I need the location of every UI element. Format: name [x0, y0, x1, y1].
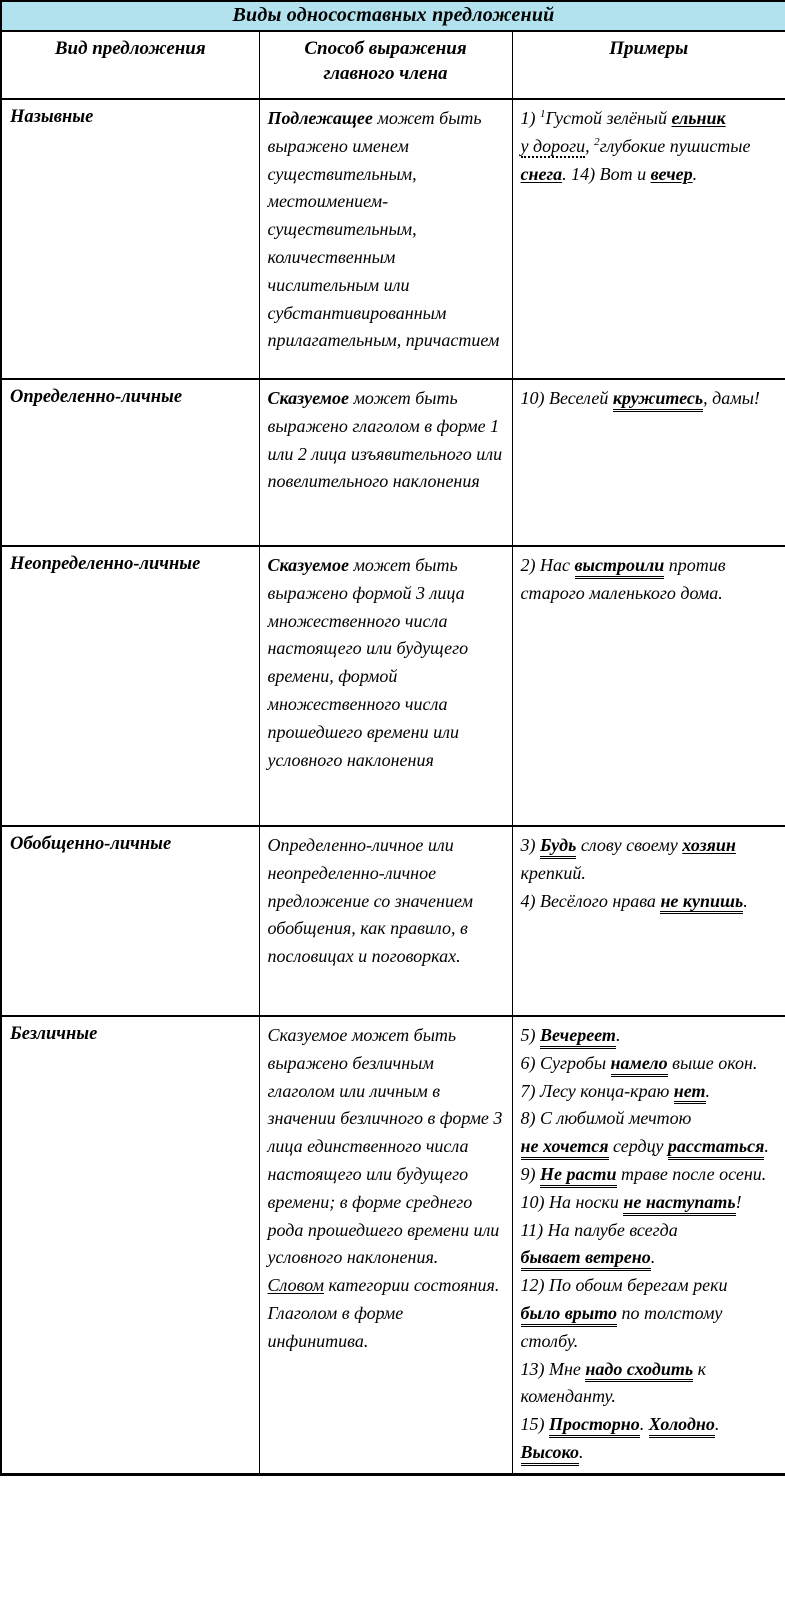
example-text: ! [735, 1191, 742, 1212]
example-superscript: 1 [540, 108, 546, 120]
example-text: . [578, 1441, 584, 1462]
example-item [521, 385, 779, 413]
example-number: 14) [571, 163, 596, 184]
example-text: . [714, 1414, 720, 1435]
predicate-underline: надо сходить [585, 1360, 693, 1383]
predicate-underline: не хочется [521, 1137, 609, 1160]
predicate-underline: Холодно [649, 1415, 715, 1438]
example-text: . [705, 1080, 711, 1101]
description-text: может быть выражено глаголом в форме 1 или 2 лица изъявительного или повелительного наклонения [267, 388, 503, 492]
example-item [521, 832, 779, 888]
example-text: Вот и [595, 163, 651, 184]
example-item [521, 1411, 779, 1467]
example-text: глубокие пушистые [599, 135, 751, 156]
expression-method-cell [259, 546, 512, 826]
expression-method-cell [259, 379, 512, 546]
table-row [1, 99, 785, 379]
description-extra-line [268, 1272, 505, 1300]
example-number: 15) [520, 1414, 545, 1435]
example-number: 4) [520, 890, 536, 911]
column-header-sentence-type [1, 31, 259, 99]
page-title: Виды односоставных предложений [232, 4, 555, 26]
example-text: . [615, 1025, 621, 1045]
example-text: С любимой мечтою [535, 1108, 692, 1129]
table-body [1, 1, 785, 1474]
example-text: Нас [535, 555, 575, 575]
example-text: траве после осени. [616, 1163, 767, 1184]
predicate-underline: выстроили [575, 556, 665, 579]
example-text: Густой зелёный [545, 108, 672, 128]
examples-cell [512, 546, 785, 826]
example-number: 6) [520, 1052, 536, 1073]
column-header-label-line1: Способ выражения [304, 38, 467, 59]
sentence-type-cell: Определенно-личные [1, 379, 259, 546]
column-header-label-line2: главного члена [323, 63, 448, 85]
example-text: против старого маленького дома. [520, 555, 726, 603]
example-number: 12) [520, 1275, 545, 1296]
table-row [1, 546, 785, 826]
example-item [521, 1078, 779, 1106]
column-header-label: Примеры [609, 38, 689, 59]
example-text: Весёлого нрава [535, 890, 661, 911]
examples-cell [512, 379, 785, 546]
table-row [1, 826, 785, 1016]
predicate-underline: Высоко [521, 1443, 579, 1466]
example-text: слову своему [576, 835, 683, 855]
modifier-underline: у дороги [520, 135, 586, 156]
table-title-row [1, 1, 785, 31]
example-item [521, 1105, 779, 1161]
term-underline: Словом [267, 1275, 324, 1296]
example-item [521, 1050, 779, 1078]
example-item [521, 1189, 779, 1217]
predicate-underline: Просторно [549, 1415, 640, 1438]
sentence-type-cell: Безличные [1, 1016, 259, 1474]
description-text: может быть выражено именем существительным, местоимением-существительным, количественным числительным или субстантивированным прилагательным, причастием [267, 108, 500, 351]
example-item [521, 552, 779, 608]
example-text: . [743, 890, 748, 911]
sentence-type-cell: Обобщенно-личные [1, 826, 259, 1016]
example-text: . [692, 163, 698, 184]
example-text: . [650, 1247, 656, 1268]
example-number: 3) [520, 835, 536, 855]
sentence-type-cell: Назывные [1, 99, 259, 379]
example-item [521, 1022, 779, 1050]
example-text: Мне [544, 1358, 586, 1379]
description-text: категории состояния. [323, 1275, 500, 1296]
example-number: 7) [520, 1080, 536, 1101]
column-header-examples [512, 31, 785, 99]
example-number: 13) [520, 1358, 545, 1379]
example-number: 8) [520, 1108, 536, 1129]
example-text: Сугробы [535, 1052, 611, 1073]
example-text: Лесу конца-краю [535, 1080, 674, 1101]
description-lead-term: Сказуемое [267, 388, 349, 408]
predicate-underline: было врыто [521, 1304, 618, 1327]
sentence-type-cell: Неопределенно-личные [1, 546, 259, 826]
description-lead-term: Подлежащее [267, 108, 373, 128]
example-text: Веселей [544, 388, 613, 408]
example-number: 9) [520, 1163, 536, 1184]
examples-cell [512, 99, 785, 379]
example-number: 5) [520, 1025, 536, 1045]
example-text: по толстому столбу. [520, 1302, 723, 1351]
example-number: 1) [520, 108, 536, 128]
predicate-underline: не купишь [660, 892, 743, 915]
examples-cell [512, 1016, 785, 1474]
column-header-expression-method [259, 31, 512, 99]
table-title-cell [1, 1, 785, 31]
example-number: 2) [520, 555, 536, 575]
subject-underline: ельник [671, 108, 726, 128]
predicate-underline: намело [611, 1054, 668, 1077]
predicate-underline: нет [674, 1082, 706, 1105]
predicate-underline: не наступать [623, 1193, 735, 1216]
example-number: 11) [520, 1219, 544, 1240]
expression-method-cell [259, 1016, 512, 1474]
example-item [521, 1272, 779, 1355]
example-text: к коменданту. [520, 1358, 707, 1407]
subject-underline: вечер [650, 163, 693, 184]
table-row [1, 379, 785, 546]
example-text: крепкий. [520, 862, 586, 883]
description-text: Определенно-личное или неопределенно-личное предложение со значением обобщения, как правило, в пословицах и поговорках. [267, 835, 473, 967]
predicate-underline: Не расти [540, 1165, 617, 1188]
example-number: 10) [520, 1191, 545, 1212]
predicate-underline: бывает ветрено [521, 1248, 651, 1271]
subject-underline: снега [520, 163, 563, 184]
predicate-underline: расстаться [668, 1137, 764, 1160]
expression-method-cell [259, 826, 512, 1016]
example-item [521, 1161, 779, 1189]
examples-cell [512, 826, 785, 1016]
table-row [1, 1016, 785, 1474]
predicate-underline: кружитесь [613, 389, 703, 412]
example-text: , [585, 135, 595, 156]
example-text: . [764, 1136, 769, 1157]
example-text: На палубе всегда [543, 1219, 678, 1240]
example-text: сердцу [608, 1136, 668, 1157]
subject-underline: хозяин [682, 835, 736, 855]
example-superscript: 2 [594, 135, 600, 148]
example-item [521, 1217, 779, 1273]
description-lead-term: Сказуемое [267, 555, 349, 575]
description-extra-line: Глаголом в форме инфинитива. [267, 1302, 404, 1351]
example-text: По обоим берегам реки [544, 1275, 728, 1296]
column-header-label: Вид предложения [54, 38, 206, 59]
example-text: . [639, 1414, 649, 1435]
example-item [521, 888, 779, 916]
example-item [521, 105, 779, 188]
predicate-underline: Будь [540, 836, 576, 859]
description-text: может быть выражено формой 3 лица множественного числа настоящего или будущего времени, формой множественного числа прошедшего времени или условного наклонения [267, 555, 469, 770]
predicate-underline: Вечереет [540, 1026, 616, 1049]
example-item [521, 1356, 779, 1412]
example-number: 10) [520, 388, 545, 408]
expression-method-cell [259, 99, 512, 379]
example-text: На носки [544, 1191, 624, 1212]
example-text: выше окон. [667, 1052, 758, 1073]
table-header-row [1, 31, 785, 99]
example-text: , дамы! [703, 388, 760, 408]
example-text: . [562, 163, 572, 184]
description-text: Сказуемое может быть выражено безличным глаголом или личным в значении безличного в форме 3 лица единственного числа настоящего или будущего времени; в форме среднего рода прошедшего времени или условного наклонения. [267, 1025, 503, 1268]
